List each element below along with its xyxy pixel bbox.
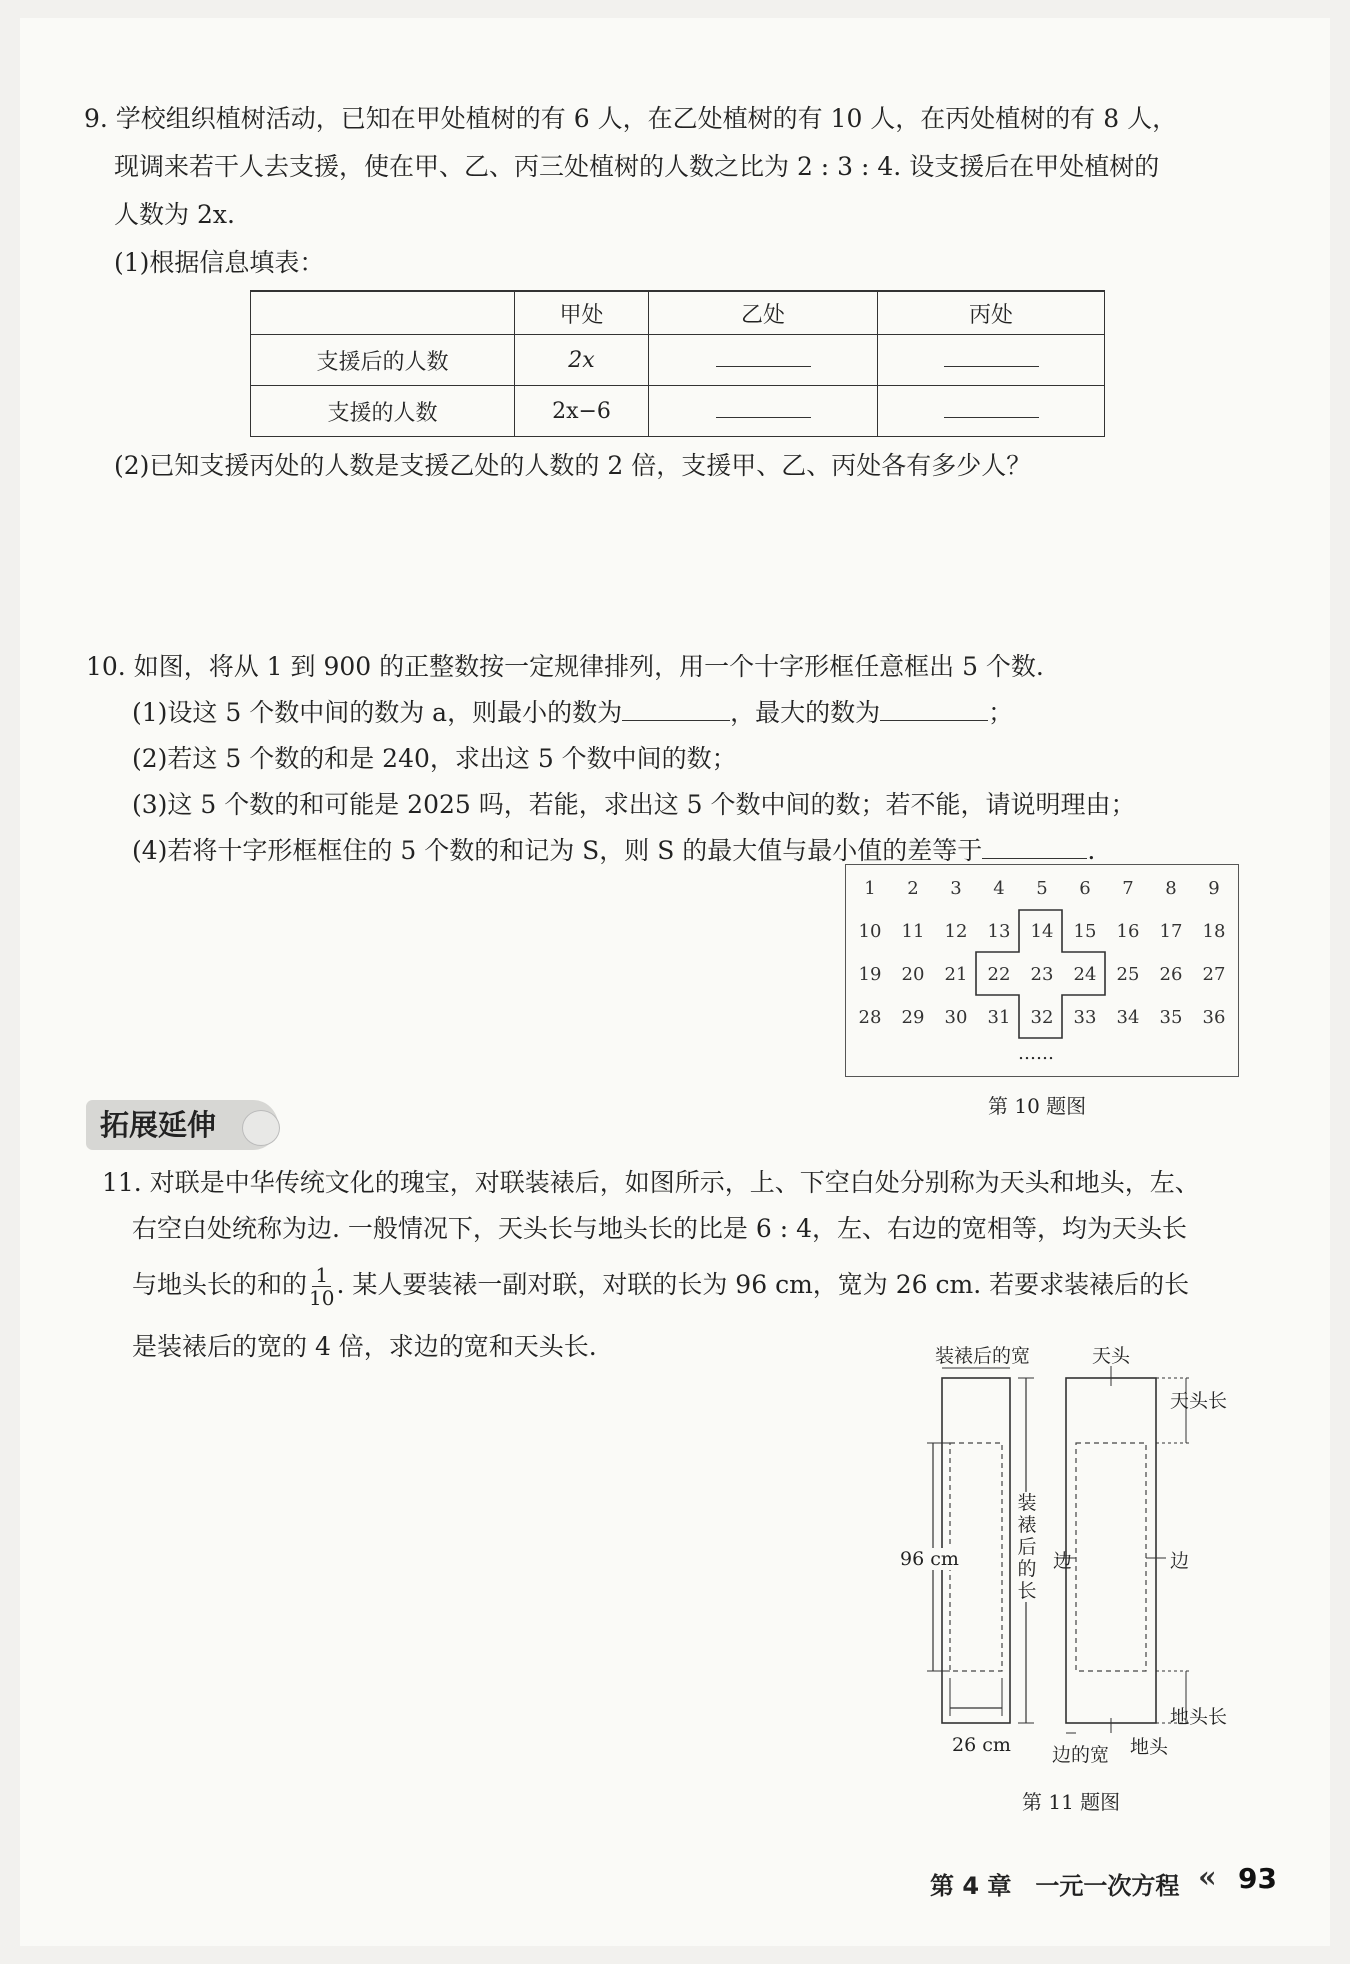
section-title: 拓展延伸 [86,1100,278,1150]
grid-number: 7 [1122,878,1134,899]
grid-number: 29 [901,1007,925,1028]
label-bian-left: 边 [1053,1550,1073,1572]
row-label: 支援的人数 [251,386,515,437]
fraction-denominator: 10 [309,1286,335,1310]
grid-number: 1 [864,878,876,899]
table-header-yi: 乙处 [649,291,878,335]
q11-line-3-text-b: . 某人要装裱一副对联，对联的长为 96 cm，宽为 26 cm. 若要求装裱后的长 [336,1270,1190,1299]
label-tiantou: 天头 [1092,1345,1131,1367]
q11-line-1: 11. 对联是中华传统文化的瑰宝，对联装裱后，如图所示，上、下空白处分别称为天头和地头，左、 [102,1168,1200,1197]
grid-number: 15 [1073,921,1097,942]
cell-yi-blank[interactable] [649,386,878,437]
q9-table [250,290,1105,437]
q9-line-1: 9. 学校组织植树活动，已知在甲处植树的有 6 人，在乙处植树的有 10 人，在丙处植树的有 8 人， [84,104,1178,133]
q10-sub-4 [132,836,1095,866]
label-ditou: 地头 [1130,1736,1169,1758]
q11-line-3 [132,1264,1189,1309]
grid-number: 19 [858,964,882,985]
row-label: 支援后的人数 [251,335,515,386]
q10-sub-1-text-a: (1)设这 5 个数中间的数为 a，则最小的数为 [132,698,623,727]
cell-jia: 2x [515,335,649,386]
label-mounted-width: 装裱后的宽 [935,1345,1031,1367]
q9-line-3: 人数为 2x. [114,200,235,229]
table-header-empty [251,291,515,335]
grid-number: 21 [944,964,968,985]
q9-sub-2: (2)已知支援丙处的人数是支援乙处的人数的 2 倍，支援甲、乙、丙处各有多少人？ [114,451,1032,480]
fraction-numerator: 1 [312,1264,331,1287]
grid-number: 16 [1116,921,1140,942]
grid-number: 6 [1079,878,1091,899]
label-bian-width: 边的宽 [1052,1744,1110,1766]
grid-ellipsis: …… [1018,1043,1054,1064]
table-row [251,386,1105,437]
q10-figure-caption: 第 10 题图 [988,1094,1087,1118]
label-char: 长 [1017,1580,1037,1602]
grid-number: 34 [1116,1007,1140,1028]
label-bian-right: 边 [1170,1550,1190,1572]
q10-sub-3: (3)这 5 个数的和可能是 2025 吗，若能，求出这 5 个数中间的数；若不能，请说明理由； [132,790,1136,819]
q9-line-2: 现调来若干人去支援，使在甲、乙、丙三处植树的人数之比为 2 : 3 : 4. 设支援后在甲处植树的 [114,152,1160,181]
grid-number: 24 [1073,964,1097,985]
grid-number: 9 [1208,878,1220,899]
grid-number: 8 [1165,878,1177,899]
grid-number: 33 [1073,1007,1097,1028]
grid-number: 20 [901,964,925,985]
label-mounted-length [1016,1492,1038,1602]
grid-number: 26 [1159,964,1183,985]
grid-number: 14 [1030,921,1054,942]
grid-number: 25 [1116,964,1140,985]
q11-line-2: 右空白处统称为边. 一般情况下，天头长与地头长的比是 6 : 4，左、右边的宽相等，均为天头长 [132,1214,1187,1243]
answer-blank-max[interactable] [880,698,988,721]
q10-sub-1-text-b: ，最大的数为 [730,698,881,727]
grid-number: 13 [987,921,1011,942]
grid-number: 3 [950,878,962,899]
page-number: 93 [1238,1862,1277,1895]
q9-sub-1: (1)根据信息填表： [114,248,325,277]
grid-number: 30 [944,1007,968,1028]
label-tiantou-length: 天头长 [1170,1390,1228,1412]
grid-number: 23 [1030,964,1054,985]
lightbulb-icon [242,1110,280,1146]
cell-bing-blank[interactable] [878,335,1105,386]
q10-line-1: 10. 如图，将从 1 到 900 的正整数按一定规律排列，用一个十字形框任意框出 5 个数. [86,652,1044,681]
grid-number: 10 [858,921,882,942]
q11-line-3-text-a: 与地头长的和的 [132,1270,308,1299]
cell-jia: 2x−6 [515,386,649,437]
grid-number: 2 [907,878,919,899]
label-char: 裱 [1017,1514,1037,1536]
q10-sub-4-text-b: . [1087,836,1096,865]
grid-number: 5 [1036,878,1048,899]
grid-number: 22 [987,964,1011,985]
q10-sub-2: (2)若这 5 个数的和是 240，求出这 5 个数中间的数； [132,744,737,773]
cell-bing-blank[interactable] [878,386,1105,437]
grid-number: 28 [858,1007,882,1028]
q10-sub-1-text-c: ； [988,698,1014,727]
grid-number: 27 [1202,964,1226,985]
grid-number: 18 [1202,921,1226,942]
label-char: 后 [1017,1536,1037,1558]
grid-number: 4 [993,878,1005,899]
table-header-bing: 丙处 [878,291,1105,335]
grid-number: 32 [1030,1007,1054,1028]
q10-sub-4-text-a: (4)若将十字形框框住的 5 个数的和记为 S，则 S 的最大值与最小值的差等于 [132,836,983,865]
label-ditou-length: 地头长 [1170,1706,1228,1728]
chevron-left-icon: « [1198,1860,1217,1895]
grid-number: 11 [901,921,925,942]
label-length-96: 96 cm [900,1548,959,1570]
grid-number: 31 [987,1007,1011,1028]
label-char: 的 [1017,1558,1037,1580]
grid-number: 36 [1202,1007,1226,1028]
q10-sub-1 [132,698,1013,728]
answer-blank-min[interactable] [622,698,730,721]
answer-blank-difference[interactable] [982,836,1087,859]
table-row [251,335,1105,386]
number-grid-figure [845,864,1239,1077]
grid-number: 12 [944,921,968,942]
q11-figure-caption: 第 11 题图 [1022,1790,1121,1814]
table-header-jia: 甲处 [515,291,649,335]
fraction-one-tenth [309,1264,334,1309]
workbook-page [20,18,1330,1946]
chapter-footer: 第 4 章 一元一次方程 [930,1872,1180,1900]
cell-yi-blank[interactable] [649,335,878,386]
grid-number: 17 [1159,921,1183,942]
grid-number: 35 [1159,1007,1183,1028]
q11-line-4: 是装裱后的宽的 4 倍，求边的宽和天头长. [132,1332,597,1361]
label-width-26: 26 cm [952,1734,1011,1756]
label-char: 装 [1017,1492,1037,1514]
